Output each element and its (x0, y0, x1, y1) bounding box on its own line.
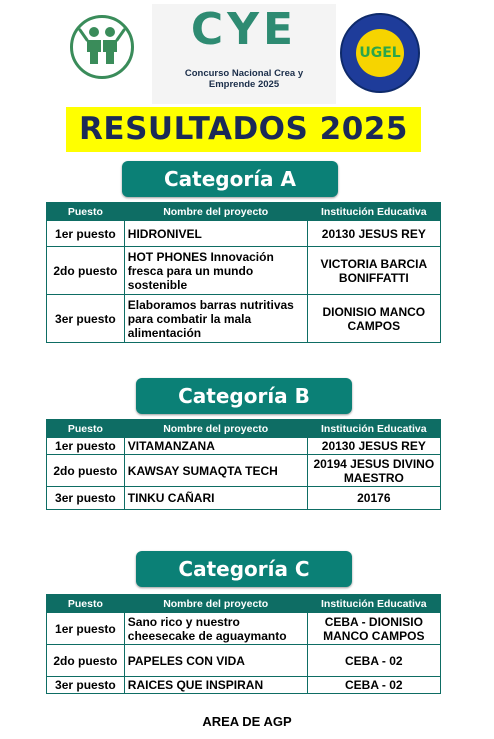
puesto-cell: 1er puesto (47, 613, 125, 645)
table-row (47, 677, 441, 694)
table-row (47, 221, 441, 247)
table-row (47, 295, 441, 343)
column-puesto: Puesto (47, 420, 125, 438)
ugel-logo (340, 13, 420, 93)
column-nombre: Nombre del proyecto (124, 420, 307, 438)
institucion-cell: VICTORIA BARCIA BONIFFATTI (307, 247, 440, 295)
nombre-cell: HOT PHONES Innovación fresca para un mundo sostenible (124, 247, 307, 295)
category-c-label: Categoría C (136, 551, 352, 587)
results-banner: RESULTADOS 2025 (66, 107, 421, 152)
column-institucion: Institución Educativa (307, 420, 440, 438)
category-c-table (46, 594, 441, 694)
institucion-cell: CEBA - 02 (307, 677, 440, 694)
column-nombre: Nombre del proyecto (124, 595, 307, 613)
nombre-cell: Sano rico y nuestro cheesecake de aguaymanto (124, 613, 307, 645)
nombre-cell: PAPELES CON VIDA (124, 645, 307, 677)
table-row (47, 645, 441, 677)
institucion-cell: 20130 JESUS REY (307, 221, 440, 247)
puesto-cell: 1er puesto (47, 438, 125, 455)
puesto-cell: 2do puesto (47, 455, 125, 487)
puesto-cell: 1er puesto (47, 221, 125, 247)
puesto-cell: 3er puesto (47, 487, 125, 510)
column-institucion: Institución Educativa (307, 203, 440, 221)
puesto-cell: 3er puesto (47, 677, 125, 694)
table-row (47, 438, 441, 455)
table-header-row (47, 420, 441, 438)
institucion-cell: 20194 JESUS DIVINO MAESTRO (307, 455, 440, 487)
institucion-cell: 20130 JESUS REY (307, 438, 440, 455)
category-a-label: Categoría A (122, 161, 338, 197)
category-b-label: Categoría B (136, 378, 352, 414)
institucion-cell: CEBA - 02 (307, 645, 440, 677)
table-row (47, 455, 441, 487)
table-row (47, 247, 441, 295)
category-a-table (46, 202, 441, 343)
families-logo (70, 15, 134, 79)
nombre-cell: TINKU CAÑARI (124, 487, 307, 510)
table-row (47, 613, 441, 645)
cye-logo (152, 4, 336, 104)
column-puesto: Puesto (47, 595, 125, 613)
nombre-cell: RAICES QUE INSPIRAN (124, 677, 307, 694)
column-institucion: Institución Educativa (307, 595, 440, 613)
nombre-cell: Elaboramos barras nutritivas para combatir la mala alimentación (124, 295, 307, 343)
nombre-cell: VITAMANZANA (124, 438, 307, 455)
cye-logo-subtitle: Concurso Nacional Crea y Emprende 2025 (184, 68, 304, 90)
ugel-logo-text: UGEL (359, 45, 401, 61)
nombre-cell: HIDRONIVEL (124, 221, 307, 247)
nombre-cell: KAWSAY SUMAQTA TECH (124, 455, 307, 487)
category-b-table (46, 419, 441, 510)
footer-area: AREA DE AGP (202, 714, 292, 729)
puesto-cell: 2do puesto (47, 247, 125, 295)
puesto-cell: 2do puesto (47, 645, 125, 677)
puesto-cell: 3er puesto (47, 295, 125, 343)
institucion-cell: 20176 (307, 487, 440, 510)
column-puesto: Puesto (47, 203, 125, 221)
column-nombre: Nombre del proyecto (124, 203, 307, 221)
cye-logo-word: CYE (190, 4, 298, 55)
institucion-cell: CEBA - DIONISIO MANCO CAMPOS (307, 613, 440, 645)
people-icon (73, 18, 131, 76)
table-header-row (47, 203, 441, 221)
table-row (47, 487, 441, 510)
table-header-row (47, 595, 441, 613)
institucion-cell: DIONISIO MANCO CAMPOS (307, 295, 440, 343)
